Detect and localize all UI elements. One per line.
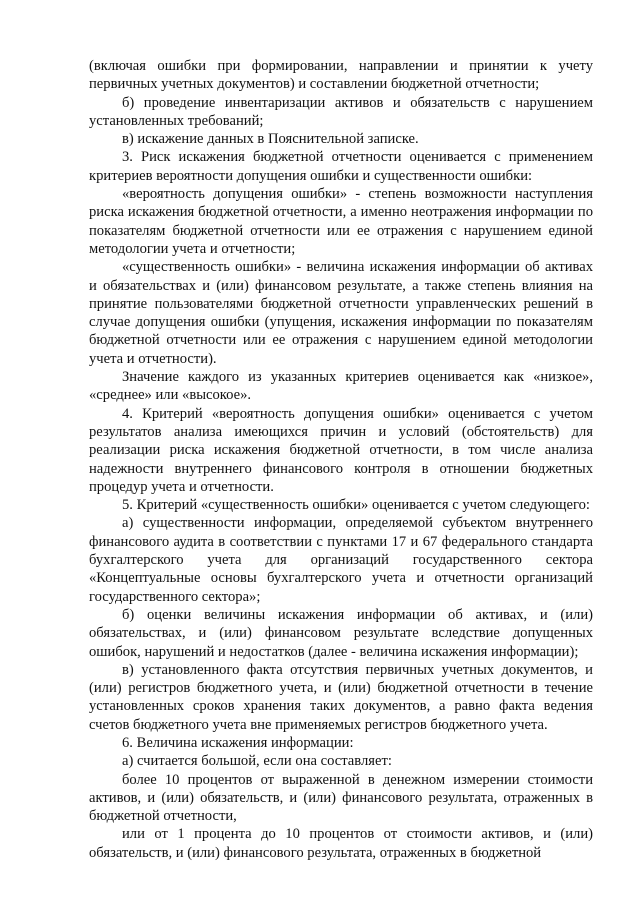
paragraph-section-6-over-10-percent: более 10 процентов от выраженной в денежном измерении стоимости активов, и (или) обязательств, и (или) финансового результата, отраженных в бюджетной отчетности, [89, 771, 593, 825]
paragraph-section-5-item-b: б) оценки величины искажения информации об активах, и (или) обязательствах, и (или) финансовом результате вследствие допущенных ошибок, нарушений и недостатков (далее - величина искажения информации); [89, 606, 593, 660]
document-body [89, 57, 593, 862]
paragraph-item-v-explanatory-note: в) искажение данных в Пояснительной записке. [122, 131, 419, 148]
paragraph-definition-materiality: «существенность ошибки» - величина искажения информации об активах и обязательствах и (или) финансовом результате, а также степень влияния на принятие пользователями бюджетной отчетности управленческих решений в случае допущения ошибки (упущения, искажения информации по показателям бюджетной отчетности или ее отражения с нарушением единой методологии учета и отчетности). [89, 259, 593, 367]
paragraph-continuation: (включая ошибки при формировании, направлении и принятии к учету первичных учетных документов) и составлении бюджетной отчетности; [89, 58, 593, 93]
paragraph-section-5-item-v: в) установленного факта отсутствия первичных учетных документов, и (или) регистров бюджетного учета, и (или) бюджетной отчетности в течение установленных сроков хранения таких документов, а равно факта ведения счетов бюджетного учета вне применяемых регистров бюджетного учета. [89, 661, 593, 733]
paragraph-criteria-values: Значение каждого из указанных критериев оценивается как «низкое», «среднее» или «высокое». [89, 369, 593, 404]
paragraph-item-b-inventory: б) проведение инвентаризации активов и обязательств с нарушением установленных требований; [89, 94, 593, 129]
paragraph-section-6-1-to-10-percent: или от 1 процента до 10 процентов от стоимости активов, и (или) обязательств, и (или) финансового результата, отраженных в бюджетной [89, 826, 593, 861]
paragraph-section-5-item-a: а) существенности информации, определяемой субъектом внутреннего финансового аудита в соответствии с пунктами 17 и 67 федерального стандарта бухгалтерского учета для организаций государственного сектора «Концептуальные основы бухгалтерского учета и отчетности организаций государственного сектора»; [89, 515, 593, 605]
paragraph-section-3: 3. Риск искажения бюджетной отчетности оценивается с применением критериев вероятности допущения ошибки и существенности ошибки: [89, 149, 593, 184]
paragraph-section-5: 5. Критерий «существенность ошибки» оценивается с учетом следующего: [122, 497, 590, 514]
paragraph-definition-probability: «вероятность допущения ошибки» - степень возможности наступления риска искажения бюджетной отчетности, а именно неотражения информации по показателям бюджетной отчетности или ее отражения с нарушением единой методологии учета и отчетности; [89, 186, 593, 257]
paragraph-section-6-item-a: а) считается большой, если она составляет: [122, 753, 392, 770]
paragraph-section-4: 4. Критерий «вероятность допущения ошибки» оценивается с учетом результатов анализа имеющихся причин и условий (обстоятельств) для реализации риска искажения бюджетной отчетности, в том числе анализа надежности внутреннего финансового контроля в отношении бюджетных процедур учета и отчетности. [89, 405, 593, 495]
paragraph-section-6: 6. Величина искажения информации: [122, 734, 354, 751]
